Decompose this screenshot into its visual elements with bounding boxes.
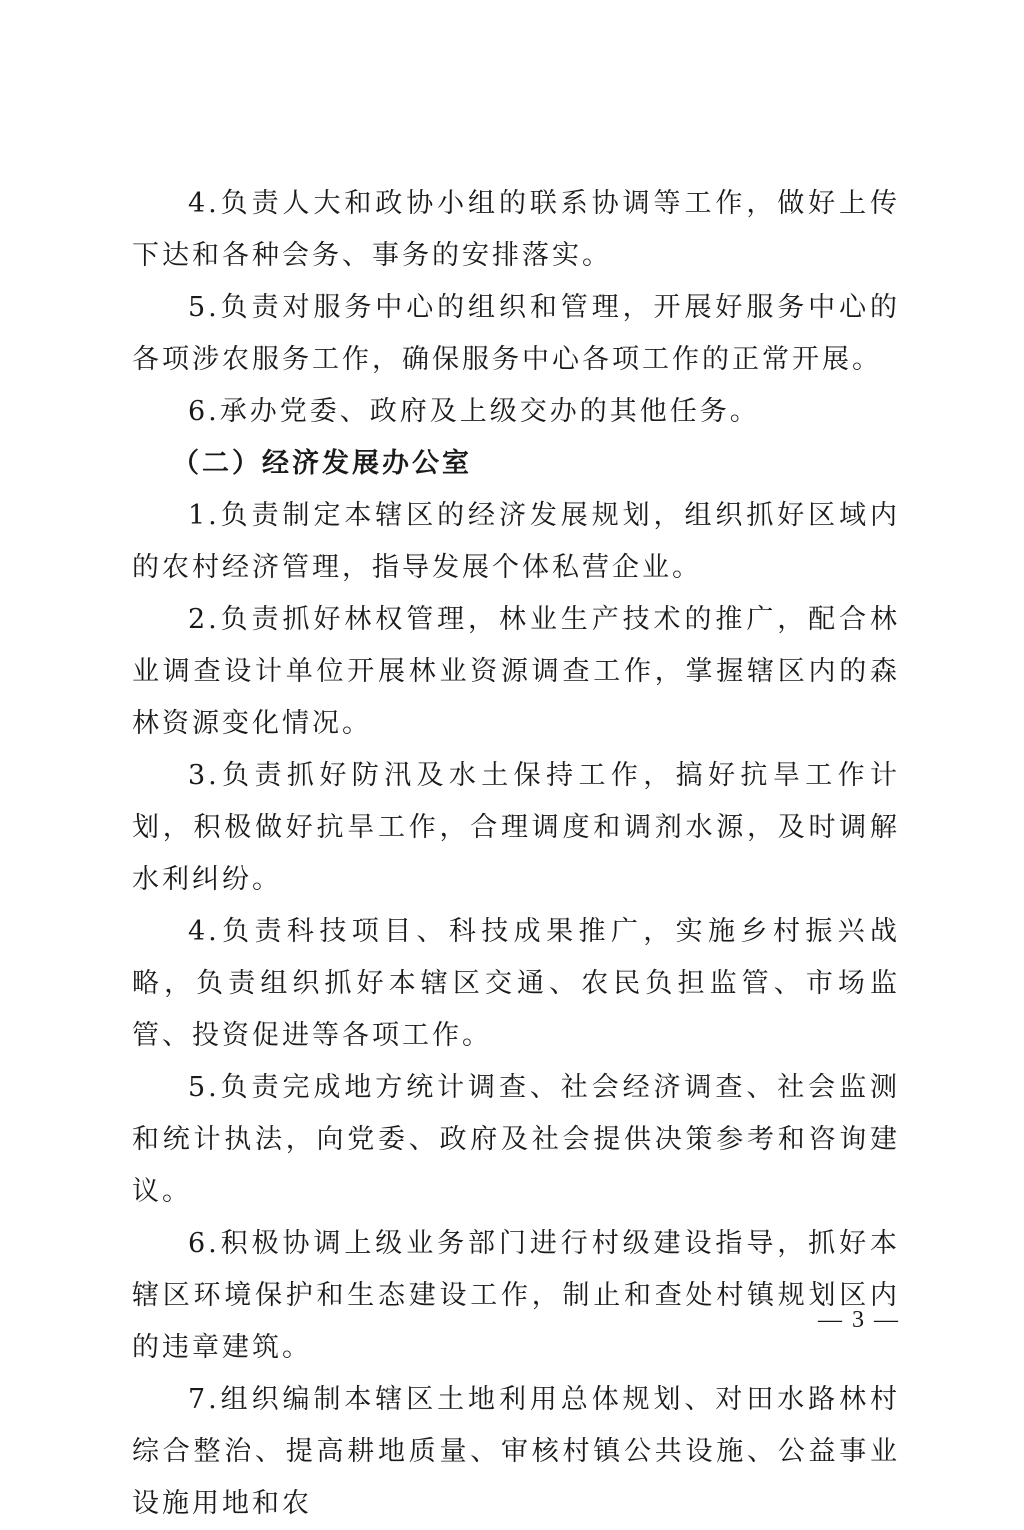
section-paragraph-6: 6.积极协调上级业务部门进行村级建设指导，抓好本辖区环境保护和生态建设工作，制止和查处村镇规划区内的违章建筑。 [132, 1228, 900, 1363]
section-paragraph-5: 5.负责完成地方统计调查、社会经济调查、社会监测和统计执法，向党委、政府及社会提供决策参考和咨询建议。 [132, 1072, 900, 1207]
paragraph-item-4: 4.负责人大和政协小组的联系协调等工作，做好上传下达和各种会务、事务的安排落实。 [132, 188, 900, 271]
section-paragraph-1: 1.负责制定本辖区的经济发展规划，组织抓好区域内的农村经济管理，指导发展个体私营企业。 [132, 500, 900, 583]
paragraph-item-5: 5.负责对服务中心的组织和管理，开展好服务中心的各项涉农服务工作，确保服务中心各项工作的正常开展。 [132, 292, 900, 375]
page-number: — 3 — [818, 1307, 900, 1333]
section-paragraph-2: 2.负责抓好林权管理，林业生产技术的推广，配合林业调查设计单位开展林业资源调查工作，掌握辖区内的森林资源变化情况。 [132, 604, 900, 739]
section-paragraph-7: 7.组织编制本辖区土地利用总体规划、对田水路林村综合整治、提高耕地质量、审核村镇公共设施、公益事业设施用地和农 [132, 1384, 900, 1519]
section-paragraph-4: 4.负责科技项目、科技成果推广，实施乡村振兴战略，负责组织抓好本辖区交通、农民负担监管、市场监管、投资促进等各项工作。 [132, 916, 900, 1051]
document-body [132, 178, 900, 1530]
paragraph-item-6: 6.承办党委、政府及上级交办的其他任务。 [188, 396, 760, 427]
section-heading: （二）经济发展办公室 [172, 448, 472, 479]
section-paragraph-3: 3.负责抓好防汛及水土保持工作，搞好抗旱工作计划，积极做好抗旱工作，合理调度和调剂水源，及时调解水利纠纷。 [132, 760, 900, 895]
